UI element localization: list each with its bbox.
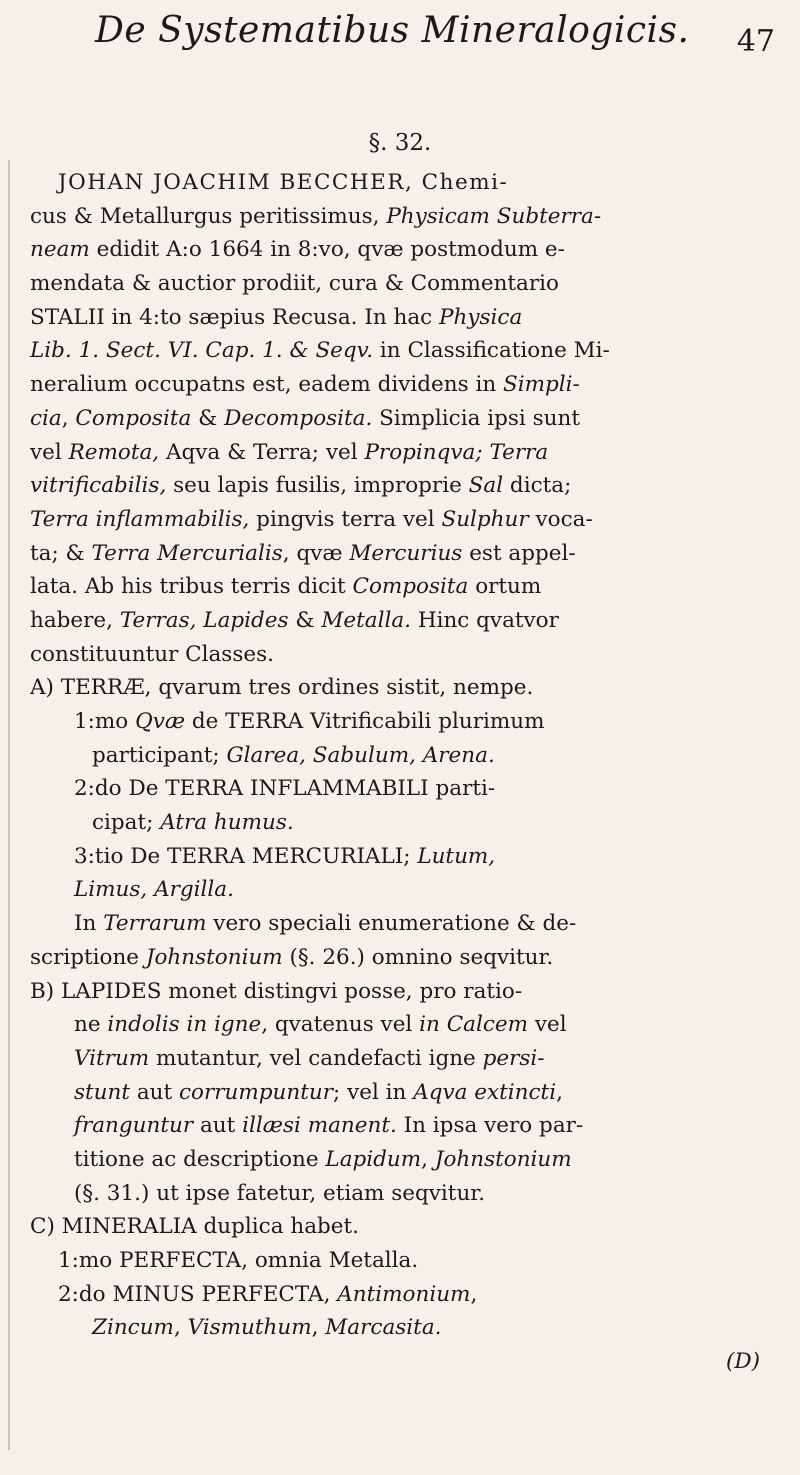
text-line: participant; Glarea, Sabulum, Arena. [92, 742, 495, 768]
body-text [30, 166, 790, 1379]
text-line: constituuntur Classes. [30, 641, 274, 667]
text-line: lata. Ab his tribus terris dicit Composita ortum [30, 574, 542, 600]
text-line: scriptione Johnstonium (§. 26.) omnino seqvitur. [30, 944, 554, 970]
text-line: cipat; Atra humus. [92, 810, 294, 836]
text-line: 2:do De TERRA INFLAMMABILI parti- [74, 776, 496, 802]
text-line: franguntur aut illæsi manent. In ipsa vero par- [74, 1113, 584, 1139]
text-line: Terra inflammabilis, pingvis terra vel Sulphur voca- [30, 506, 593, 532]
text-line: 1:mo Qvæ de TERRA Vitrificabili plurimum [74, 709, 545, 734]
text-line: habere, Terras, Lapides & Metalla. Hinc qvatvor [30, 607, 559, 633]
text-line: B) LAPIDES monet distingvi posse, pro ratio- [30, 978, 523, 1004]
text-line: stunt aut corrumpuntur; vel in Aqva extincti, [74, 1079, 563, 1105]
text-line: In Terrarum vero speciali enumeratione & de- [74, 911, 577, 937]
text-line: vel Remota, Aqva & Terra; vel Propinqva; Terra [30, 439, 549, 465]
text-line: Lib. 1. Sect. VI. Cap. 1. & Seqv. in Classificatione Mi- [30, 338, 610, 364]
text-line: 2:do MINUS PERFECTA, Antimonium, [58, 1281, 478, 1307]
text-line: Limus, Argilla. [74, 877, 234, 903]
text-line: cus & Metallurgus peritissimus, Physicam Subterra- [30, 203, 602, 229]
catchword: (D) [725, 1349, 760, 1375]
text-line: 3:tio De TERRA MERCURIALI; Lutum, [74, 843, 496, 869]
text-line: cia, Composita & Decomposita. Simplicia ipsi sunt [30, 405, 581, 431]
text-line: ne indolis in igne, qvatenus vel in Calcem vel [74, 1012, 567, 1038]
text-line: C) MINERALIA duplica habet. [30, 1214, 359, 1240]
text-line: neam edidit A:o 1664 in 8:vo, qvæ postmodum e- [30, 237, 565, 263]
running-title: De Systematibus Mineralogicis. [95, 10, 690, 51]
text-line: Zincum, Vismuthum, Marcasita. [92, 1315, 442, 1341]
text-line: vitrificabilis, seu lapis fusilis, improprie Sal dicta; [30, 473, 572, 499]
section-number: §. 32. [368, 130, 432, 156]
page-number: 47 [736, 24, 775, 59]
text-line: neralium occupatns est, eadem dividens in Simpli- [30, 372, 580, 398]
text-line: Vitrum mutantur, vel candefacti igne persi- [74, 1045, 545, 1071]
page-header [95, 10, 775, 70]
text-line: JOHAN JOACHIM BECCHER, Chemi- [58, 170, 509, 195]
text-line: 1:mo PERFECTA, omnia Metalla. [58, 1248, 419, 1273]
text-line: STALII in 4:to sæpius Recusa. In hac Physica [30, 304, 523, 330]
text-line: titione ac descriptione Lapidum, Johnstonium [74, 1146, 572, 1172]
text-line: ta; & Terra Mercurialis, qvæ Mercurius est appel- [30, 540, 576, 566]
text-line: mendata & auctior prodiit, cura & Commentario [30, 271, 559, 297]
text-line: (§. 31.) ut ipse fatetur, etiam seqvitur. [74, 1180, 486, 1206]
binding-shadow [8, 160, 10, 1450]
text-line: A) TERRÆ, qvarum tres ordines sistit, nempe. [30, 675, 534, 701]
